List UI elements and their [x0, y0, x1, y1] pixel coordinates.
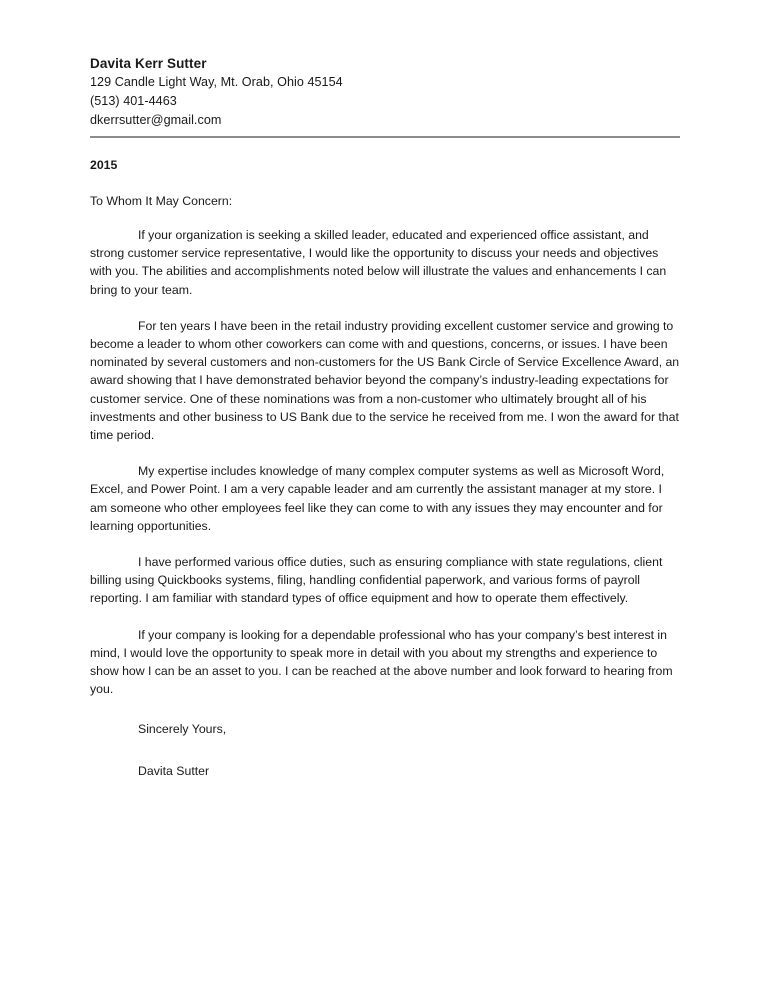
signature-space — [138, 738, 680, 762]
sender-email: dkerrsutter@gmail.com — [90, 113, 222, 127]
body-paragraph: My expertise includes knowledge of many complex computer systems as well as Microsoft Word, Excel, and Power Point. I am a very capable leader and am currently the assistant manager at my store. I am someone who other employees feel like they can come to with any issues they may encounter and for learning opportunities. — [90, 464, 665, 533]
sender-name: Davita Kerr Sutter — [90, 56, 207, 71]
closing-valediction: Sincerely Yours, — [138, 722, 227, 737]
letter-salutation: To Whom It May Concern: — [90, 194, 233, 208]
letterhead — [90, 54, 680, 138]
cover-letter-content — [90, 54, 680, 780]
sender-phone: (513) 401-4463 — [90, 94, 177, 108]
body-paragraph: For ten years I have been in the retail industry providing excellent customer service and growing to become a leader to whom other coworkers can come with and questions, concerns, or issues. I have been nominated by several customers and non-customers for the US Bank Circle of Service Excellence Award, an award showing that I have demonstrated behavior beyond the company’s industry-leading expectations for customer service. One of these nominations was from a non-customer who ultimately brought all of his investments and other business to US Bank due to the service he received from me. I won the award for that time period. — [90, 318, 680, 443]
letter-closing — [90, 716, 680, 780]
body-paragraph: I have performed various office duties, such as ensuring compliance with state regulations, client billing using Quickbooks systems, filing, handling confidential paperwork, and various forms of payroll reporting. I am familiar with standard types of office equipment and how to operate them effectively. — [90, 555, 663, 606]
letter-body — [90, 210, 680, 698]
closing-signature: Davita Sutter — [138, 764, 210, 779]
sender-address: 129 Candle Light Way, Mt. Orab, Ohio 45154 — [90, 75, 343, 89]
body-paragraph: If your organization is seeking a skilled leader, educated and experienced office assistant, and strong customer service representative, I would like the opportunity to discuss your needs and objectives with you. The abilities and accomplishments noted below will illustrate the values and enhancements I can bring to your team. — [90, 228, 667, 297]
body-paragraph: If your company is looking for a dependable professional who has your company’s best interest in mind, I would love the opportunity to speak more in detail with you about my strengths and experience to show how I can be an asset to you. I can be reached at the above number and look forward to hearing from you. — [90, 627, 673, 697]
letter-date: 2015 — [90, 158, 118, 172]
